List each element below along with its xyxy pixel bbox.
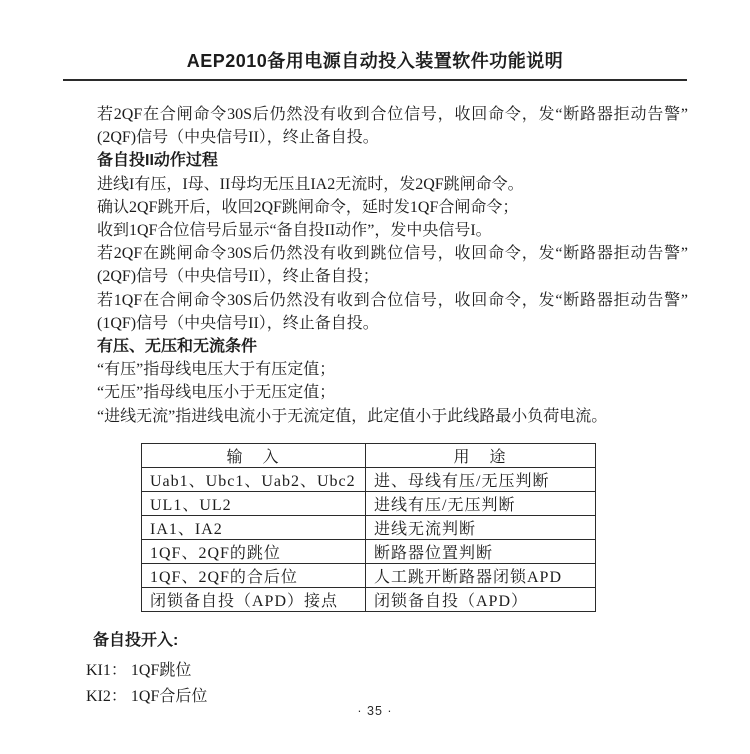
text-line: 若2QF在合闸命令30S后仍然没有收到合位信号，收回命令，发“断路器拒动告警”	[97, 106, 688, 123]
table-row	[142, 564, 596, 588]
table-cell: 进线无流判断	[366, 516, 596, 540]
page-title: AEP2010备用电源自动投入装置软件功能说明	[186, 51, 564, 71]
section-heading: 备自投II动作过程	[97, 152, 218, 170]
text-line: 收到1QF合位信号后显示“备自投II动作”，发中央信号I。	[97, 222, 492, 240]
table-cell: 进线有压/无压判断	[366, 492, 596, 516]
list-item: KI1： 1QF跳位	[86, 662, 192, 679]
table-cell: 1QF、2QF的合后位	[142, 564, 366, 588]
text-line: 若2QF在跳闸命令30S后仍然没有收到跳位信号，收回命令，发“断路器拒动告警”	[97, 245, 688, 263]
table-row	[142, 492, 596, 516]
text-line: “无压”指母线电压小于无压定值；	[97, 384, 336, 402]
text-line: (2QF)信号（中央信号II），终止备自投；	[97, 268, 379, 286]
section-heading: 有压、无压和无流条件	[97, 338, 258, 356]
page-number: · 35 ·	[357, 704, 393, 718]
table-cell: IA1、IA2	[142, 516, 366, 540]
table-cell: Uab1、Ubc1、Uab2、Ubc2	[142, 468, 366, 492]
table-cell: 1QF、2QF的跳位	[142, 540, 366, 564]
table-cell: 人工跳开断路器闭锁APD	[366, 564, 596, 588]
table-header-row	[142, 444, 596, 468]
footer-heading: 备自投开入:	[93, 632, 179, 649]
table-cell: 断路器位置判断	[366, 540, 596, 564]
table-cell: UL1、UL2	[142, 492, 366, 516]
text-line: (1QF)信号（中央信号II），终止备自投。	[97, 314, 379, 332]
text-line: 确认2QF跳开后，收回2QF跳闸命令，延时发1QF合闸命令；	[97, 198, 519, 216]
table-cell: 进、母线有压/无压判断	[366, 468, 596, 492]
table-row	[142, 588, 596, 612]
table-row	[142, 540, 596, 564]
footer-block	[86, 631, 207, 710]
table-row	[142, 516, 596, 540]
table-row	[142, 468, 596, 492]
table-header-input: 输 入	[142, 444, 366, 468]
text-line: “进线无流”指进线电流小于无流定值，此定值小于此线路最小负荷电流。	[97, 407, 608, 425]
body-text	[97, 103, 688, 428]
header-rule	[63, 79, 687, 81]
table-header-purpose: 用 途	[366, 444, 596, 468]
text-line: 若1QF在合闸命令30S后仍然没有收到合位信号，收回命令，发“断路器拒动告警”	[97, 291, 688, 309]
text-line: (2QF)信号（中央信号II），终止备自投。	[97, 129, 379, 147]
table-cell: 闭锁备自投（APD）	[366, 588, 596, 612]
io-table	[141, 443, 596, 612]
list-item: KI2： 1QF合后位	[86, 688, 208, 705]
table-cell: 闭锁备自投（APD）接点	[142, 588, 366, 612]
text-line: 进线I有压，I母、II母均无压且IA2无流时，发2QF跳闸命令。	[97, 175, 524, 193]
text-line: “有压”指母线电压大于有压定值；	[97, 361, 336, 379]
